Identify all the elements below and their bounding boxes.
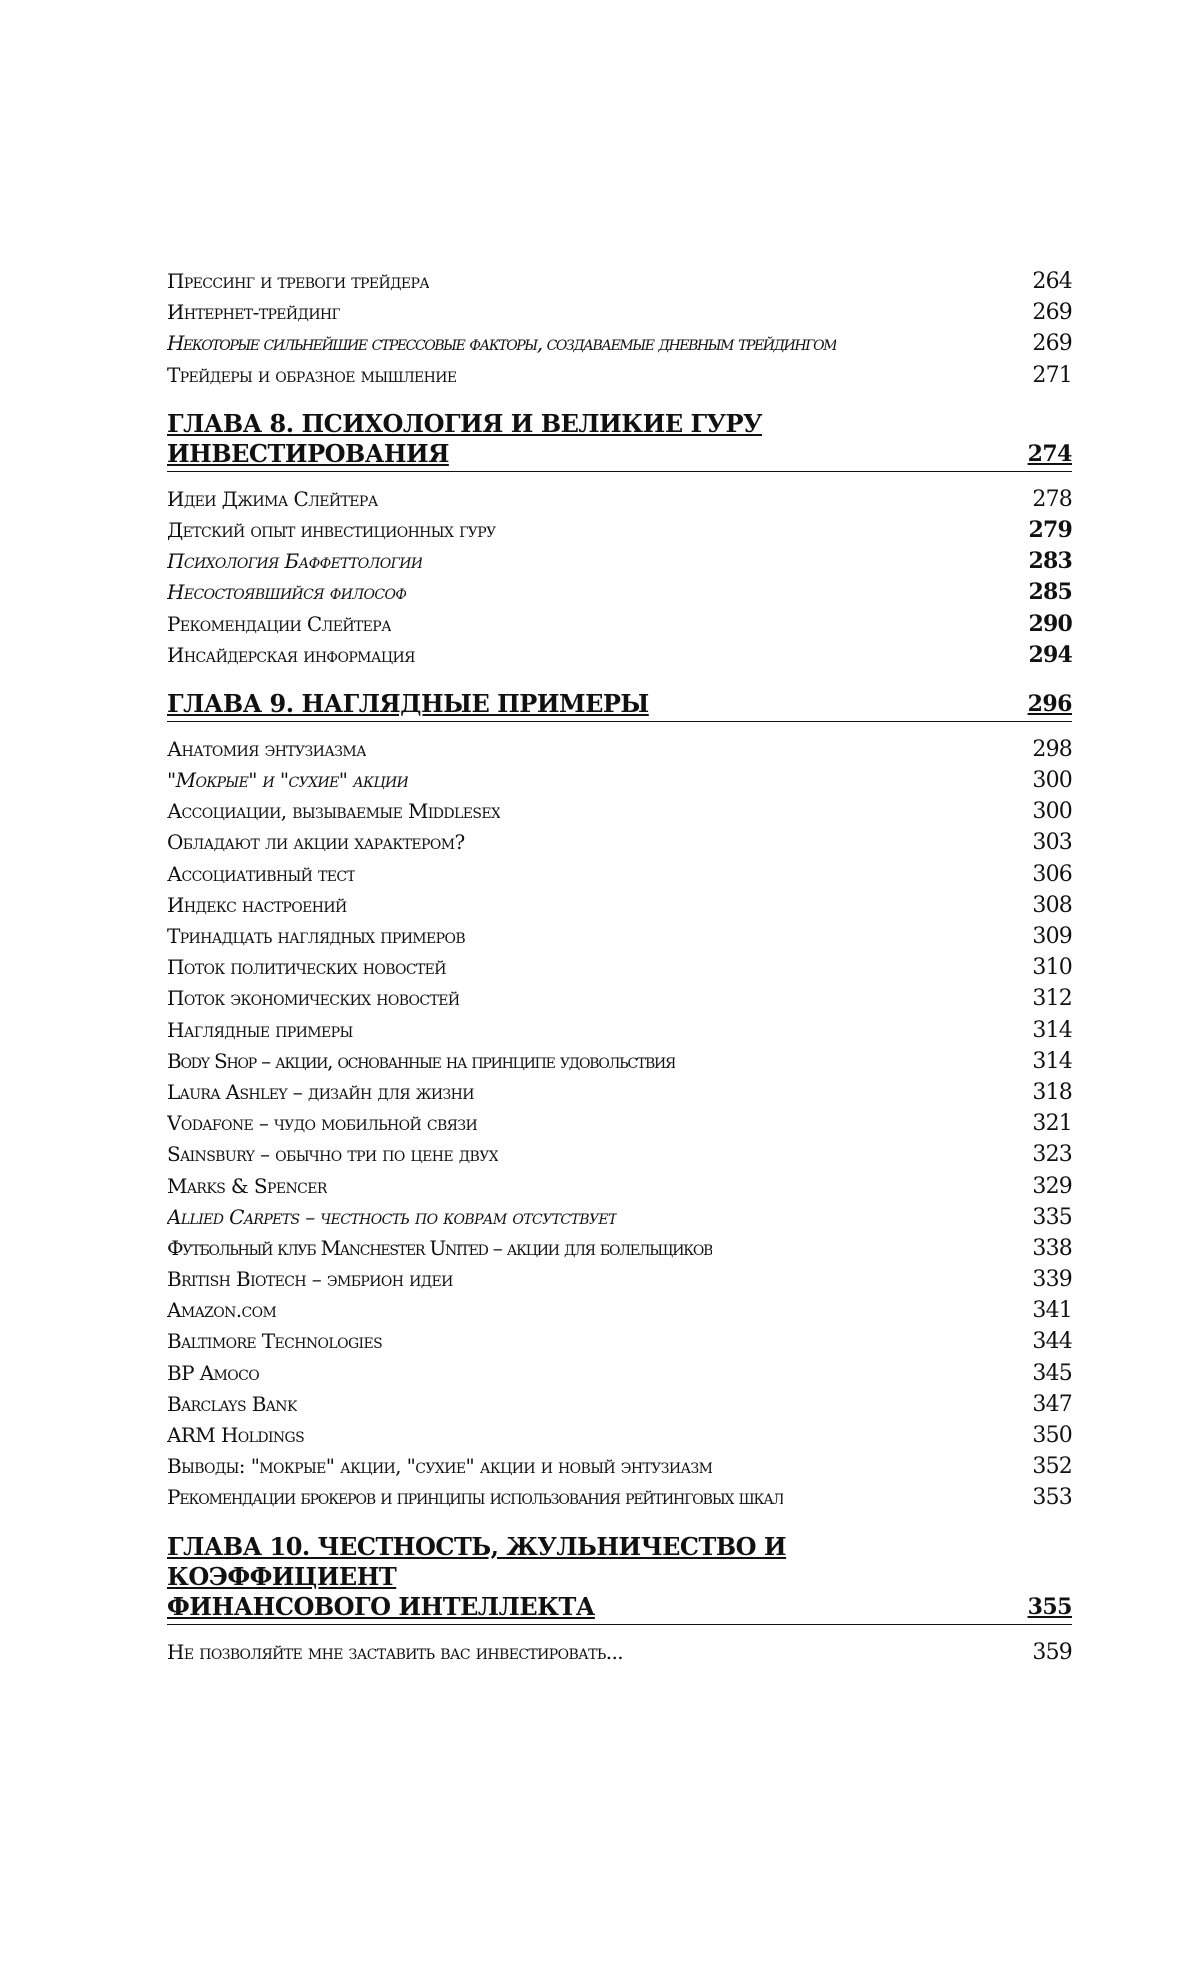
entry-page: 294 [1028,640,1072,671]
entry-title: Интернет-трейдинг [167,297,340,328]
toc-entry [167,796,1072,827]
entry-page: 300 [1032,765,1072,796]
entry-title: BP Amoco [167,1358,259,1389]
toc-entry [167,1015,1072,1046]
toc-entry [167,1389,1072,1420]
toc-entry [167,921,1072,952]
toc-entry [167,515,1072,546]
toc-entry [167,1233,1072,1264]
chapter-title: ГЛАВА 9. НАГЛЯДНЫЕ ПРИМЕРЫ [167,689,649,719]
chapter-page: 355 [1028,1592,1072,1622]
entry-title: Наглядные примеры [167,1015,353,1046]
entry-page: 335 [1032,1202,1072,1233]
toc-entry [167,1482,1072,1513]
table-of-contents [167,266,1072,1668]
entry-title: British Biotech – эмбрион идеи [167,1264,453,1295]
entry-title: Ассоциативный тест [167,859,355,890]
entry-title: Футбольный клуб Manchester United – акции для болельщиков [167,1233,712,1264]
entry-page: 329 [1032,1171,1072,1202]
toc-entry [167,1637,1072,1668]
chapter-page: 296 [1028,689,1072,719]
chapter-page: 274 [1028,439,1072,469]
entry-page: 339 [1032,1264,1072,1295]
toc-entry [167,1358,1072,1389]
toc-entry [167,827,1072,858]
entry-title: Не позволяйте мне заставить вас инвестировать... [167,1637,623,1668]
toc-entry [167,1171,1072,1202]
entry-page: 321 [1032,1108,1072,1139]
chapter-10-entries [167,1637,1072,1668]
toc-entry [167,1295,1072,1326]
chapter-title: ГЛАВА 8. ПСИХОЛОГИЯ И ВЕЛИКИЕ ГУРУ ИНВЕСТИРОВАНИЯ [167,409,987,469]
entry-page: 285 [1028,577,1072,608]
entry-title: Прессинг и тревоги трейдера [167,266,429,297]
entry-page: 278 [1032,484,1072,515]
toc-entry [167,1264,1072,1295]
entry-page: 306 [1032,859,1072,890]
entry-page: 359 [1032,1637,1072,1668]
entry-page: 318 [1032,1077,1072,1108]
entry-title: Детский опыт инвестиционных гуру [167,515,496,546]
entry-page: 290 [1028,609,1072,640]
entry-page: 269 [1032,297,1072,328]
document-page [0,0,1200,1967]
entry-title: Vodafone – чудо мобильной связи [167,1108,477,1139]
toc-entry [167,484,1072,515]
chapter-9-entries [167,734,1072,1514]
entry-page: 271 [1032,360,1072,391]
toc-entry [167,1326,1072,1357]
chapter-title-line-1: ГЛАВА 10. ЧЕСТНОСТЬ, ЖУЛЬНИЧЕСТВО И КОЭФФИЦИЕНТ [167,1532,786,1591]
toc-entry [167,640,1072,671]
entry-page: 279 [1028,515,1072,546]
toc-entry [167,1046,1072,1077]
entry-title: Baltimore Technologies [167,1326,382,1357]
entry-title: Инсайдерская информация [167,640,415,671]
toc-entry [167,765,1072,796]
entry-page: 283 [1028,546,1072,577]
entry-title: Sainsbury – обычно три по цене двух [167,1139,498,1170]
entry-title: Индекс настроений [167,890,347,921]
chapter-8-entries [167,484,1072,671]
toc-entry [167,734,1072,765]
toc-entry [167,546,1072,577]
entry-page: 345 [1032,1358,1072,1389]
entry-title: Несостоявшийся философ [167,577,406,608]
entry-title: ARM Holdings [167,1420,304,1451]
entry-title: Marks & Spencer [167,1171,327,1202]
entry-page: 298 [1032,734,1072,765]
entry-page: 341 [1032,1295,1072,1326]
entry-page: 310 [1032,952,1072,983]
entry-title: Обладают ли акции характером? [167,827,465,858]
chapter-title [167,1532,987,1622]
toc-entry [167,1077,1072,1108]
entry-page: 352 [1032,1451,1072,1482]
entry-title: Body Shop – акции, основанные на принципе удовольствия [167,1046,675,1077]
entry-page: 347 [1032,1389,1072,1420]
chapter-title-line-2: ФИНАНСОВОГО ИНТЕЛЛЕКТА [167,1592,595,1621]
entry-title: Анатомия энтузиазма [167,734,366,765]
entry-title: Психология Баффеттологии [167,546,422,577]
toc-entry [167,1420,1072,1451]
toc-entry [167,577,1072,608]
entry-title: Allied Carpets – честность по коврам отсутствует [167,1202,617,1233]
toc-entry [167,609,1072,640]
entry-page: 338 [1032,1233,1072,1264]
entry-page: 323 [1032,1139,1072,1170]
entry-title: Идеи Джима Слейтера [167,484,378,515]
entry-page: 350 [1032,1420,1072,1451]
entry-title: Ассоциации, вызываемые Middlesex [167,796,500,827]
entry-page: 314 [1032,1015,1072,1046]
entry-page: 303 [1032,827,1072,858]
entry-title: Laura Ashley – дизайн для жизни [167,1077,474,1108]
toc-entry [167,266,1072,297]
entry-page: 312 [1032,983,1072,1014]
toc-entry [167,952,1072,983]
entry-title: Amazon.com [167,1295,276,1326]
entry-title: Поток политических новостей [167,952,446,983]
entry-page: 264 [1032,266,1072,297]
entry-title: Поток экономических новостей [167,983,459,1014]
toc-entry [167,328,1072,359]
entry-title: Тринадцать наглядных примеров [167,921,465,952]
chapter-heading-9 [167,689,1072,722]
entry-page: 300 [1032,796,1072,827]
entry-page: 344 [1032,1326,1072,1357]
toc-entry [167,360,1072,391]
chapter-heading-10 [167,1532,1072,1625]
chapter-heading-8 [167,409,1072,472]
entry-page: 308 [1032,890,1072,921]
entry-title: Некоторые сильнейшие стрессовые факторы, создаваемые дневным трейдингом [167,328,836,359]
entry-page: 314 [1032,1046,1072,1077]
intro-entries [167,266,1072,391]
entry-title: Рекомендации брокеров и принципы использования рейтинговых шкал [167,1482,783,1513]
entry-title: Рекомендации Слейтера [167,609,391,640]
toc-entry [167,983,1072,1014]
toc-entry [167,1108,1072,1139]
toc-entry [167,1451,1072,1482]
toc-entry [167,297,1072,328]
entry-title: Выводы: "мокрые" акции, "сухие" акции и новый энтузиазм [167,1451,712,1482]
entry-page: 309 [1032,921,1072,952]
toc-entry [167,1202,1072,1233]
entry-page: 269 [1032,328,1072,359]
entry-title: Трейдеры и образное мышление [167,360,457,391]
toc-entry [167,1139,1072,1170]
entry-title: Barclays Bank [167,1389,297,1420]
toc-entry [167,859,1072,890]
entry-page: 353 [1032,1482,1072,1513]
entry-title: "Мокрые" и "сухие" акции [167,765,408,796]
toc-entry [167,890,1072,921]
